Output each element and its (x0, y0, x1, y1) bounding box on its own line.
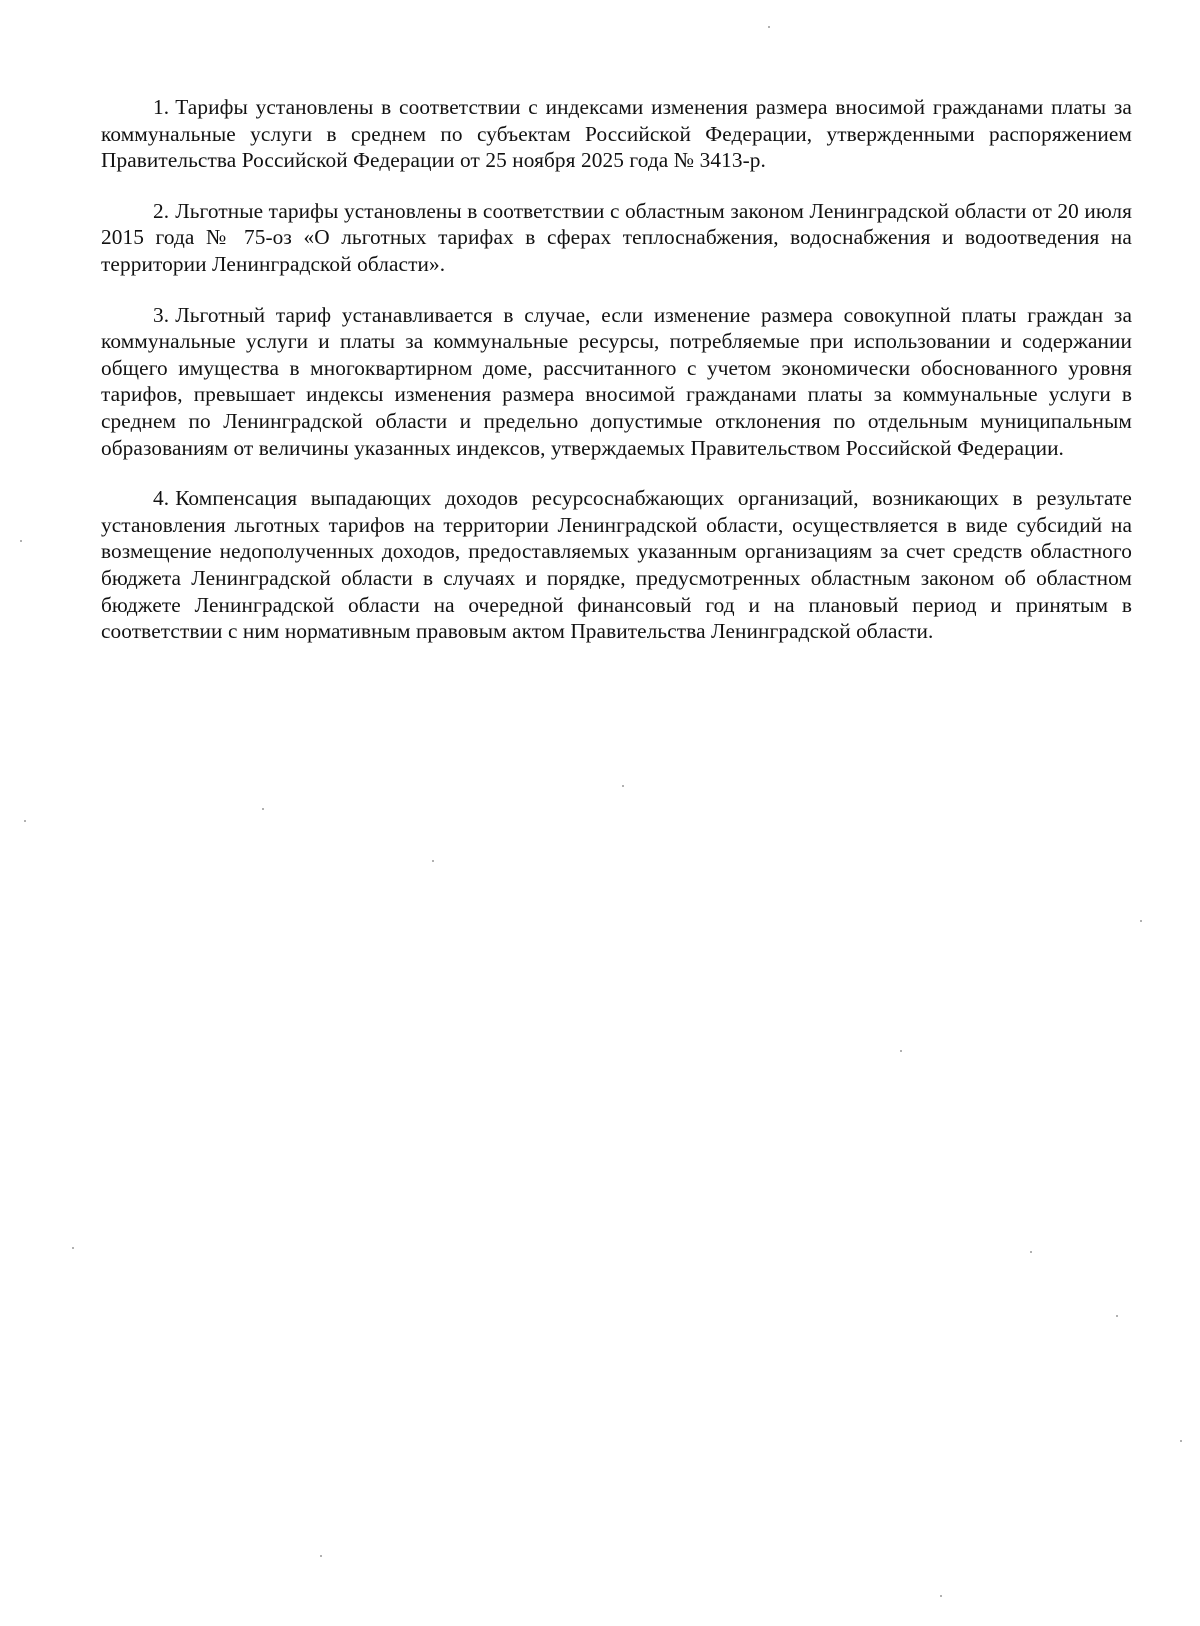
scan-speck (24, 820, 26, 822)
paragraph-2 (101, 198, 1132, 278)
paragraph-3 (101, 302, 1132, 462)
scan-speck (900, 1050, 902, 1052)
paragraph-text: Льготный тариф устанавливается в случае, если изменение размера совокупной платы граждан за коммунальные услуги и платы за коммунальные ресурсы, потребляемые при использовании и содержании общего имущества в многоквартирном доме, рассчитанного с учетом экономически обоснованного уровня тарифов, превышает индексы изменения размера вносимой гражданами платы за коммунальные услуги в среднем по Ленинградской области и предельно допустимые отклонения по отдельным муниципальным образованиям от величины указанных индексов, утверждаемых Правительством Российской Федерации. (101, 302, 1132, 460)
paragraph-number: 4. (153, 486, 170, 511)
paragraph-4 (101, 485, 1132, 645)
scan-speck (940, 1595, 942, 1597)
scan-speck (72, 1247, 74, 1249)
scan-speck (320, 1555, 322, 1557)
scan-speck (1116, 1315, 1118, 1317)
scan-speck (262, 808, 264, 810)
scan-speck (622, 785, 624, 787)
paragraph-text: Компенсация выпадающих доходов ресурсоснабжающих организаций, возникающих в результате установления льготных тарифов на территории Ленинградской области, осуществляется в виде субсидий на возмещение недополученных доходов, предоставляемых указанным организациям за счет средств областного бюджета Ленинградской области в случаях и порядке, предусмотренных областным законом об областном бюджете Ленинградской области на очередной финансовый год и на плановый период и принятым в соответствии с ним нормативным правовым актом Правительства Ленинградской области. (101, 486, 1132, 644)
scan-speck (1180, 1440, 1182, 1442)
scan-speck (432, 860, 434, 862)
paragraph-number: 1. (153, 95, 170, 119)
document-body (101, 94, 1132, 669)
scan-speck (20, 540, 22, 542)
paragraph-number: 3. (153, 302, 170, 327)
paragraph-text: Тарифы установлены в соответствии с индексами изменения размера вносимой гражданами платы за коммунальные услуги в среднем по субъектам Российской Федерации, утвержденными распоряжением Правительства Российской Федерации от 25 ноября 2025 года № 3413-р. (101, 95, 1132, 173)
scan-speck (1140, 920, 1142, 922)
scan-speck (1030, 1251, 1032, 1253)
paragraph-text: Льготные тарифы установлены в соответствии с областным законом Ленинградской области от 20 июля 2015 года № 75-оз «О льготных тарифах в сферах теплоснабжения, водоснабжения и водоотведения на территории Ленинградской области». (101, 198, 1132, 276)
paragraph-number: 2. (153, 198, 170, 223)
scan-speck (768, 26, 770, 28)
paragraph-1 (101, 94, 1132, 174)
